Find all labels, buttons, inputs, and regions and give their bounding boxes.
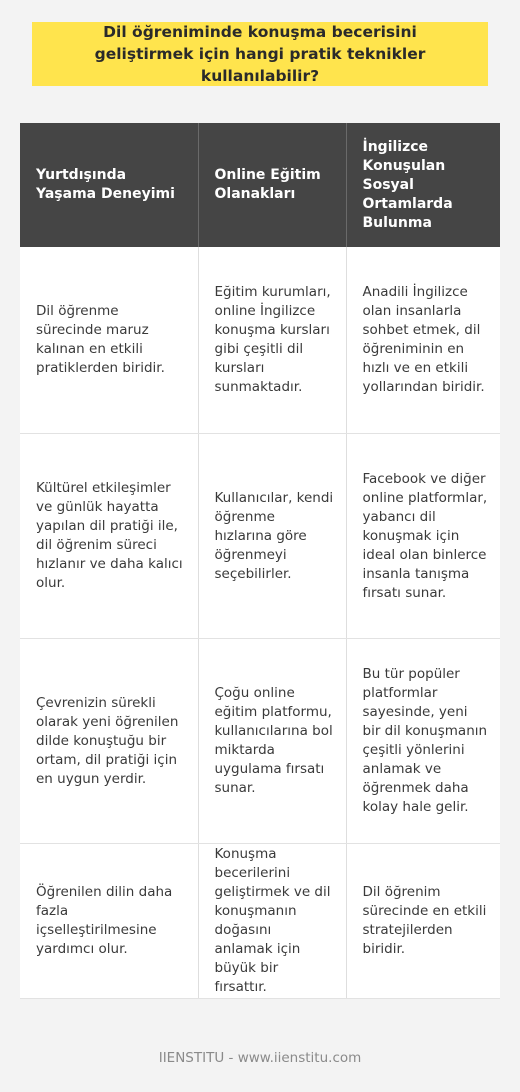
footer-credit: IIENSTITU - www.iienstitu.com (158, 1050, 362, 1066)
table-cell: Dil öğrenim sürecinde en etkili stratejilerden biridir. (346, 844, 500, 999)
table-row (20, 247, 500, 434)
table-cell: Konuşma becerilerini geliştirmek ve dil konuşmanın doğasını anlamak için büyük bir fırsattır. (198, 844, 346, 999)
table-cell: Facebook ve diğer online platformlar, yabancı dil konuşmak için ideal olan binlerce insanla tanışma fırsatı sunar. (346, 434, 500, 639)
table-row (20, 844, 500, 999)
column-header-abroad: Yurtdışında Yaşama Deneyimi (20, 123, 198, 247)
title-banner (32, 22, 488, 86)
table-row (20, 639, 500, 844)
comparison-table (20, 123, 500, 999)
table-cell: Anadili İngilizce olan insanlarla sohbet etmek, dil öğreniminin en hızlı ve en etkili yollarından biridir. (346, 247, 500, 434)
table-cell: Kültürel etkileşimler ve günlük hayatta yapılan dil pratiği ile, dil öğrenim süreci hızlanır ve daha kalıcı olur. (20, 434, 198, 639)
table-cell: Kullanıcılar, kendi öğrenme hızlarına göre öğrenmeyi seçebilirler. (198, 434, 346, 639)
table-cell: Bu tür popüler platformlar sayesinde, yeni bir dil konuşmanın çeşitli yönlerini anlamak ve öğrenmek daha kolay hale gelir. (346, 639, 500, 844)
table-cell: Eğitim kurumları, online İngilizce konuşma kursları gibi çeşitli dil kursları sunmaktadır. (198, 247, 346, 434)
table-cell: Çevrenizin sürekli olarak yeni öğrenilen dilde konuştuğu bir ortam, dil pratiği için en uygun yerdir. (20, 639, 198, 844)
column-header-social: İngilizce Konuşulan Sosyal Ortamlarda Bulunma (346, 123, 500, 247)
column-header-online: Online Eğitim Olanakları (198, 123, 346, 247)
page-title: Dil öğreniminde konuşma becerisini geliştirmek için hangi pratik teknikler kullanılabilir? (94, 23, 426, 85)
table-header-row (20, 123, 500, 247)
table-cell: Öğrenilen dilin daha fazla içselleştirilmesine yardımcı olur. (20, 844, 198, 999)
table-cell: Çoğu online eğitim platformu, kullanıcılarına bol miktarda uygulama fırsatı sunar. (198, 639, 346, 844)
table-cell: Dil öğrenme sürecinde maruz kalınan en etkili pratiklerden biridir. (20, 247, 198, 434)
table-row (20, 434, 500, 639)
